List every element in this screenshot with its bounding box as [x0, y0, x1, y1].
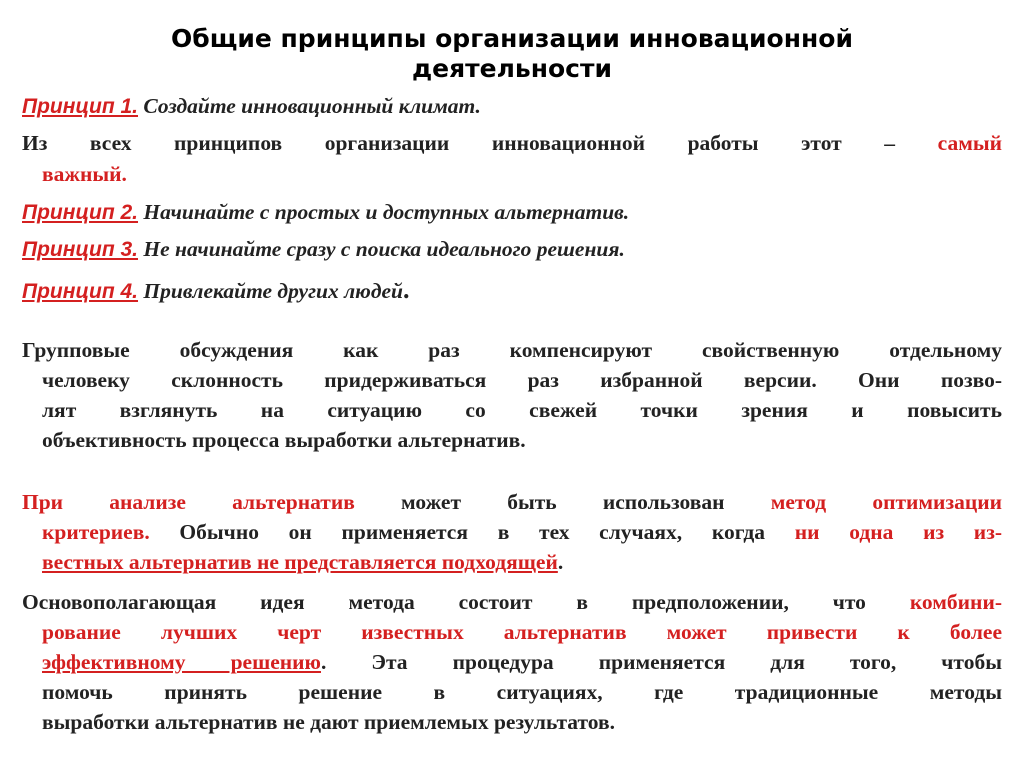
note-emphasis: самый	[937, 131, 1003, 155]
para3-emphasis: комбини-	[909, 590, 1002, 614]
paragraph-2-line-1	[22, 490, 1002, 515]
principle-label: Принцип 4.	[22, 280, 139, 303]
principle-text: Привлекайте других людей	[138, 279, 404, 303]
paragraph-3-line-2	[42, 620, 1002, 645]
para2-text: Обычно он применяется в тех случаях, когда	[149, 520, 795, 544]
note-text: Из всех принципов организации инновационной работы этот –	[22, 131, 896, 155]
para2-emphasis: При анализе альтернатив	[22, 490, 355, 514]
principle-3	[22, 237, 625, 262]
principle-note-line-1	[22, 131, 1002, 156]
principle-note-line-2	[42, 162, 127, 187]
principle-4	[22, 275, 410, 305]
paragraph-3-line-1	[22, 590, 1002, 615]
para2-emphasis: ни одна из из-	[794, 520, 1002, 544]
principle-text: Создайте инновационный климат.	[138, 94, 481, 118]
para2-text: может быть использован	[354, 490, 771, 514]
para2-emphasis: метод оптимизации	[770, 490, 1002, 514]
principle-label: Принцип 1.	[22, 95, 139, 118]
paragraph-3-line-3	[42, 650, 1002, 675]
paragraph-2-line-2	[42, 520, 1002, 545]
page-title	[60, 24, 964, 84]
para2-text: .	[557, 550, 564, 574]
paragraph-1-line-1: Групповые обсуждения как раз компенсируют свойственную отдельному	[22, 338, 1002, 362]
para2-emphasis: критериев.	[42, 520, 150, 544]
paragraph-3-line-5: выработки альтернатив не дают приемлемых результатов.	[42, 710, 615, 734]
para2-emphasis: вестных альтернатив не представляется подходящей	[42, 550, 558, 574]
para3-text: Основополагающая идея метода состоит в предположении, что	[22, 590, 910, 614]
paragraph-1-line-3: лят взглянуть на ситуацию со свежей точки зрения и повысить	[42, 398, 1002, 422]
principle-text: Начинайте с простых и доступных альтернатив.	[138, 200, 630, 224]
principle-text: Не начинайте сразу с поиска идеального решения.	[138, 237, 625, 261]
title-line-1: Общие принципы организации инновационной	[171, 24, 853, 53]
note-emphasis-2: важный.	[42, 162, 127, 186]
principle-suffix: .	[403, 275, 410, 304]
principle-label: Принцип 3.	[22, 238, 139, 261]
title-line-2: деятельности	[411, 54, 613, 83]
paragraph-1-line-4: объективность процесса выработки альтернатив.	[42, 428, 526, 452]
principle-label: Принцип 2.	[22, 201, 139, 224]
para3-emphasis: рование лучших черт известных альтернатив может привести к более	[42, 620, 1002, 644]
para3-text: . Эта процедура применяется для того, чтобы	[320, 650, 1002, 674]
principle-1	[22, 94, 481, 119]
paragraph-3-line-4: помочь принять решение в ситуациях, где традиционные методы	[42, 680, 1002, 704]
paragraph-1-line-2: человеку склонность придерживаться раз избранной версии. Они позво-	[42, 368, 1002, 392]
para3-emphasis: эффективному решению	[42, 650, 321, 674]
paragraph-2-line-3	[42, 550, 563, 575]
principle-2	[22, 200, 629, 225]
